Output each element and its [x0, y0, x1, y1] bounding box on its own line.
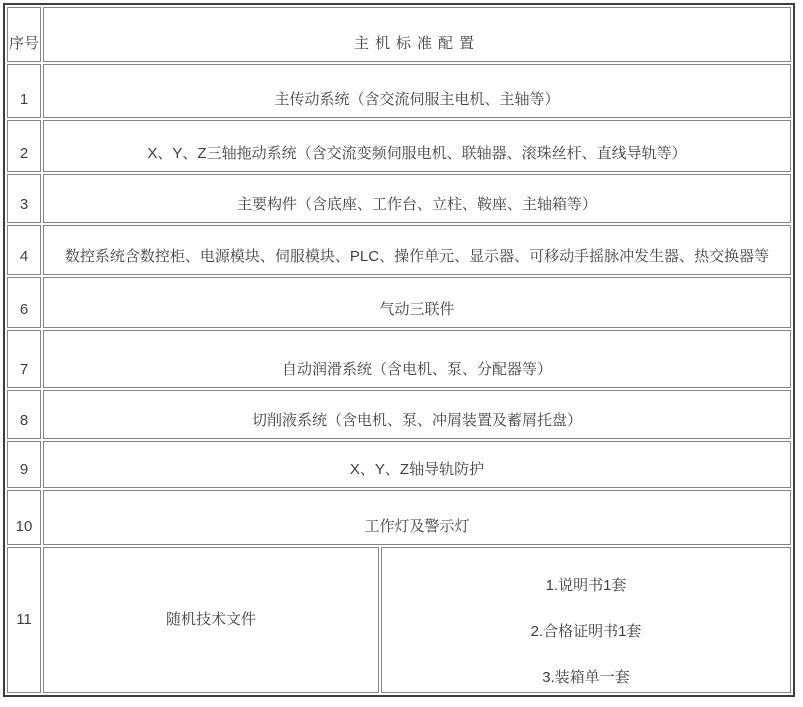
serial-cell: 6	[7, 277, 41, 328]
table-row	[7, 120, 791, 172]
config-cell: 主要构件（含底座、工作台、立柱、鞍座、主轴箱等）	[43, 174, 791, 223]
serial-cell: 8	[7, 390, 41, 439]
serial-cell: 4	[7, 225, 41, 275]
config-cell: 工作灯及警示灯	[43, 490, 791, 545]
table-row	[7, 225, 791, 275]
table-row	[7, 441, 791, 488]
serial-header-cell: 序号	[7, 7, 41, 62]
serial-cell: 10	[7, 490, 41, 545]
config-cell: 自动润滑系统（含电机、泵、分配器等）	[43, 330, 791, 388]
serial-cell: 11	[7, 547, 41, 693]
table-row	[7, 390, 791, 439]
config-header-cell: 主机标准配置	[43, 7, 791, 62]
doc-line: 1.说明书1套	[545, 577, 627, 594]
serial-cell: 3	[7, 174, 41, 223]
table-row-11	[7, 547, 791, 693]
config-cell: 气动三联件	[43, 277, 791, 328]
config-cell: 切削液系统（含电机、泵、冲屑装置及蓄屑托盘）	[43, 390, 791, 439]
header-row	[7, 7, 791, 62]
config-cell: 主传动系统（含交流伺服主电机、主轴等）	[43, 64, 791, 118]
row11-docs-list-cell	[381, 547, 791, 693]
serial-cell: 1	[7, 64, 41, 118]
serial-cell: 2	[7, 120, 41, 172]
config-cell: X、Y、Z轴导轨防护	[43, 441, 791, 488]
doc-line: 2.合格证明书1套	[530, 623, 642, 640]
table-row	[7, 277, 791, 328]
table-row	[7, 174, 791, 223]
machine-config-table	[3, 3, 795, 697]
config-cell: 数控系统含数控柜、电源模块、伺服模块、PLC、操作单元、显示器、可移动手摇脉冲发生器、热交换器等	[43, 225, 791, 275]
doc-line: 3.装箱单一套	[542, 669, 630, 686]
config-cell: X、Y、Z三轴拖动系统（含交流变频伺服电机、联轴器、滚珠丝杆、直线导轨等）	[43, 120, 791, 172]
row11-tech-docs-cell: 随机技术文件	[43, 547, 379, 693]
table-row	[7, 490, 791, 545]
serial-cell: 7	[7, 330, 41, 388]
table-row	[7, 64, 791, 118]
table-row	[7, 330, 791, 388]
serial-cell: 9	[7, 441, 41, 488]
